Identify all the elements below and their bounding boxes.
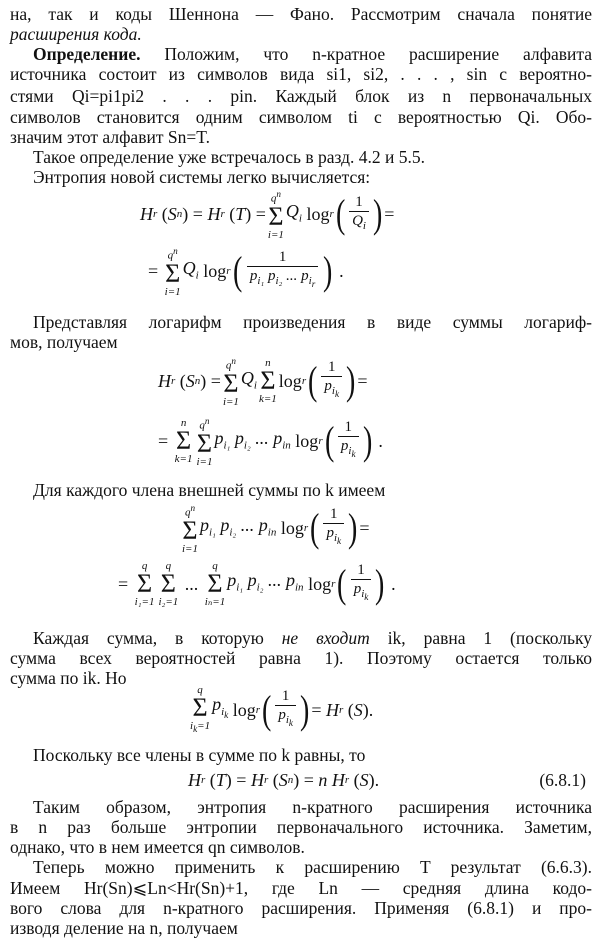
text-line-9: Энтропия новой системы легко вычисляется: — [33, 167, 371, 187]
text-line-1: на, так и коды Шеннона — Фано. Рассмотрим сначала понятие — [10, 4, 592, 24]
definition-line — [33, 44, 592, 64]
equation-3b: = q Σ i₁=1 q Σ i₂=1 ... q Σ iₙ=1 $p_{i_1}$ $p_{i_2}$ ... $p_{in}$ log r ( $\frac{1}{p_{i_k}}$ ) . — [118, 560, 396, 608]
text-segment: ik, равна 1 (поскольку — [387, 628, 593, 648]
text-line-19: однако, что в нем имеется qn символов. — [10, 837, 305, 857]
emphasis-text: не входит — [281, 628, 370, 648]
equation-3a: $q^n$ Σ i=1 $p_{i_1}$ $p_{i_2}$ ... $p_{in}$ log r ( $\frac{1}{p_{i_k}}$ ) = — [182, 503, 370, 555]
equation-4: q Σ $i_k=1$ $p_{i_k}$ log r ( $\frac{1}{p_{i_k}}$ ) = H r ( S ). — [190, 684, 374, 735]
text-line-10: Представляя логарифм произведения в виде суммы логариф- — [33, 312, 592, 332]
text-line-22: вого слова для n-кратного расширения. Применяя (6.8.1) и про- — [10, 898, 592, 918]
equation-1b: = $q^n$ Σ i=1 $Q_i$ log r ( $\frac{1}{p_{i_1} p_{i_2} ... p_{i_r}}$ ) . — [148, 246, 344, 298]
text-segment: Каждая сумма, в которую — [33, 628, 264, 648]
text-line-15: сумма по ik. Но — [10, 668, 127, 688]
text-line-6: символов становится одним символом ti с вероятностью Qi. Обо- — [10, 107, 592, 127]
definition-text: Положим, что n-кратное расширение алфавита — [164, 44, 593, 64]
text-line-16: Поскольку все члены в сумме по k равны, то — [33, 745, 366, 765]
text-line-11: мов, получаем — [10, 332, 118, 352]
text-line-23: изводя деление на n, получаем — [10, 918, 238, 938]
text-line-4: источника состоит из символов вида si1, si2, . . . , sin с вероятно- — [10, 64, 592, 84]
text-line-5: стями Qi=pi1pi2 . . . pin. Каждый блок из n первоначальных — [10, 86, 592, 106]
equation-2b: = n Σ k=1 $q^n$ Σ i=1 $p_{i_1}$ $p_{i_2}$ ... $p_{in}$ log r ( $\frac{1}{p_{i_k}}$ ) . — [158, 416, 383, 468]
text-line-20: Теперь можно применить к расширению T результат (6.6.3). — [33, 857, 592, 877]
text-line-2: расширения кода. — [10, 24, 142, 44]
definition-heading: Определение. — [33, 44, 141, 64]
text-line-17: Таким образом, энтропия n-кратного расширения источника — [33, 797, 592, 817]
text-line-21: Имеем Hr(Sn)⩽Ln<Hr(Sn)+1, где Ln — средняя длина кодо- — [10, 878, 592, 898]
text-line-7: значим этот алфавит Sn=T. — [10, 127, 210, 147]
equation-1a: H r ( S n ) = H r ( T ) = $q^n$ Σ i=1 $Q_i$ log r ( $\frac{1}{Q_i}$ ) = — [140, 189, 395, 241]
equation-2a: H r ( S n ) = $q^n$ Σ i=1 $Q_i$ n Σ k=1 log r ( $\frac{1}{p_{i_k}}$ ) = — [158, 356, 368, 408]
equation-5: H r ( T ) = H r ( S n ) = n H r ( S ). — [188, 770, 380, 790]
text-line-8: Такое определение уже встречалось в разд. 4.2 и 5.5. — [33, 147, 425, 167]
equation-number: (6.8.1) — [539, 770, 586, 790]
text-line-18: в n раз больше энтропии первоначального источника. Заметим, — [10, 817, 592, 837]
text-line-12: Для каждого члена внешней суммы по k имеем — [33, 480, 386, 500]
text-line-13 — [33, 628, 592, 648]
text-line-14: сумма всех вероятностей равна 1). Поэтому остается только — [10, 648, 592, 668]
